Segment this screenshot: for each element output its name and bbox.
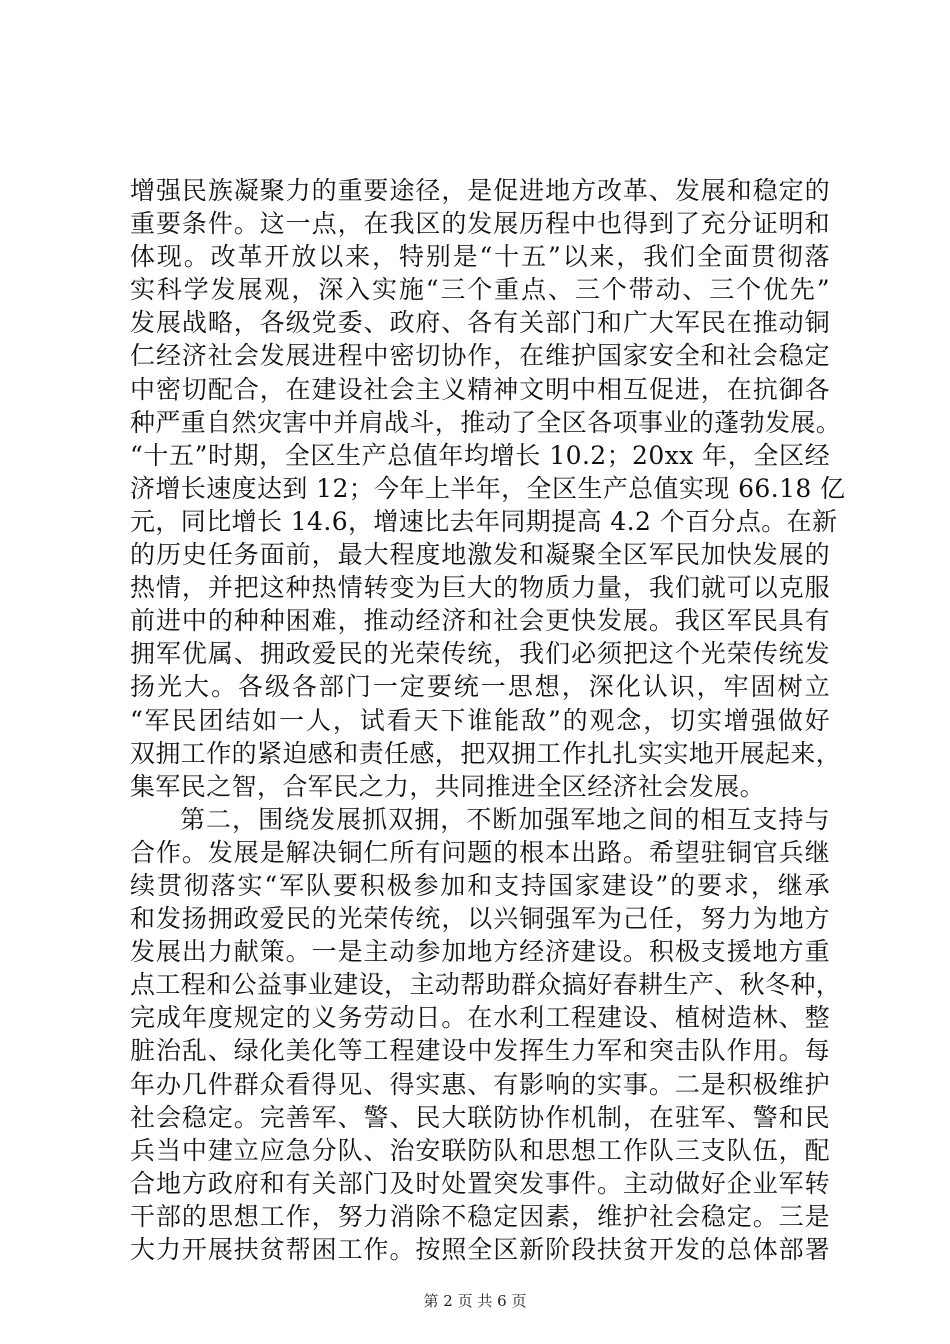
- text-line: 中密切配合，在建设社会主义精神文明中相互促进，在抗御各: [130, 374, 830, 404]
- page-footer: 第 2 页 共 6 页: [423, 1292, 527, 1310]
- text-line: “十五”时期，全区生产总值年均增长 10.2；20xx 年，全区经: [130, 440, 830, 470]
- text-line: 集军民之智，合军民之力，共同推进全区经济社会发展。: [130, 771, 766, 801]
- text-line: 的历史任务面前，最大程度地激发和凝聚全区军民加快发展的: [130, 540, 830, 570]
- text-line: 拥军优属、拥政爱民的光荣传统，我们必须把这个光荣传统发: [130, 639, 830, 669]
- text-line: 续贯彻落实“军队要积极参加和支持国家建设”的要求，继承: [130, 870, 830, 900]
- text-line: 实科学发展观，深入实施“三个重点、三个带动、三个优先”: [130, 275, 830, 305]
- text-line: 体现。改革开放以来，特别是“十五”以来，我们全面贯彻落: [130, 242, 830, 272]
- text-line: 社会稳定。完善军、警、民大联防协作机制，在驻军、警和民: [130, 1102, 830, 1132]
- text-line: 和发扬拥政爱民的光荣传统，以兴铜强军为己任，努力为地方: [130, 904, 830, 934]
- text-line: 合作。发展是解决铜仁所有问题的根本出路。希望驻铜官兵继: [130, 837, 830, 867]
- text-line: 干部的思想工作，努力消除不稳定因素，维护社会稳定。三是: [130, 1201, 830, 1231]
- text-line: 仁经济社会发展进程中密切协作，在维护国家安全和社会稳定: [130, 341, 830, 371]
- text-line: 前进中的种种困难，推动经济和社会更快发展。我区军民具有: [130, 606, 830, 636]
- text-line: 济增长速度达到 12；今年上半年，全区生产总值实现 66.18 亿: [130, 473, 846, 503]
- text-line: 脏治乱、绿化美化等工程建设中发挥生力军和突击队作用。每: [130, 1036, 830, 1066]
- text-line: 年办几件群众看得见、得实惠、有影响的实事。二是积极维护: [130, 1069, 830, 1099]
- text-line: 大力开展扶贫帮困工作。按照全区新阶段扶贫开发的总体部署: [130, 1235, 830, 1264]
- text-line: 扬光大。各级各部门一定要统一思想，深化认识，牢固树立: [130, 672, 830, 702]
- text-line: 种严重自然灾害中并肩战斗，推动了全区各项事业的蓬勃发展。: [130, 407, 842, 437]
- text-line: “军民团结如一人，试看天下谁能敌”的观念，切实增强做好: [130, 705, 830, 735]
- text-line: 发展出力献策。一是主动参加地方经济建设。积极支援地方重: [130, 937, 830, 967]
- text-line: 合地方政府和有关部门及时处置突发事件。主动做好企业军转: [130, 1168, 830, 1198]
- text-line: 元，同比增长 14.6，增速比去年同期提高 4.2 个百分点。在新: [130, 506, 838, 536]
- text-line: 增强民族凝聚力的重要途径，是促进地方改革、发展和稳定的: [130, 176, 830, 205]
- text-line: 发展战略，各级党委、政府、各有关部门和广大军民在推动铜: [130, 308, 830, 338]
- text-line: 兵当中建立应急分队、治安联防队和思想工作队三支队伍，配: [130, 1135, 830, 1165]
- text-line: 双拥工作的紧迫感和责任感，把双拥工作扎扎实实地开展起来，: [130, 738, 842, 768]
- text-line: 完成年度规定的义务劳动日。在水利工程建设、植树造林、整: [130, 1003, 830, 1033]
- paragraph-start-line: 第二，围绕发展抓双拥，不断加强军地之间的相互支持与: [180, 804, 830, 834]
- text-line: 点工程和公益事业建设，主动帮助群众搞好春耕生产、秋冬种，: [130, 970, 842, 1000]
- text-line: 热情，并把这种热情转变为巨大的物质力量，我们就可以克服: [130, 573, 830, 603]
- body-text: [130, 174, 846, 1266]
- text-line: 重要条件。这一点，在我区的发展历程中也得到了充分证明和: [130, 209, 830, 239]
